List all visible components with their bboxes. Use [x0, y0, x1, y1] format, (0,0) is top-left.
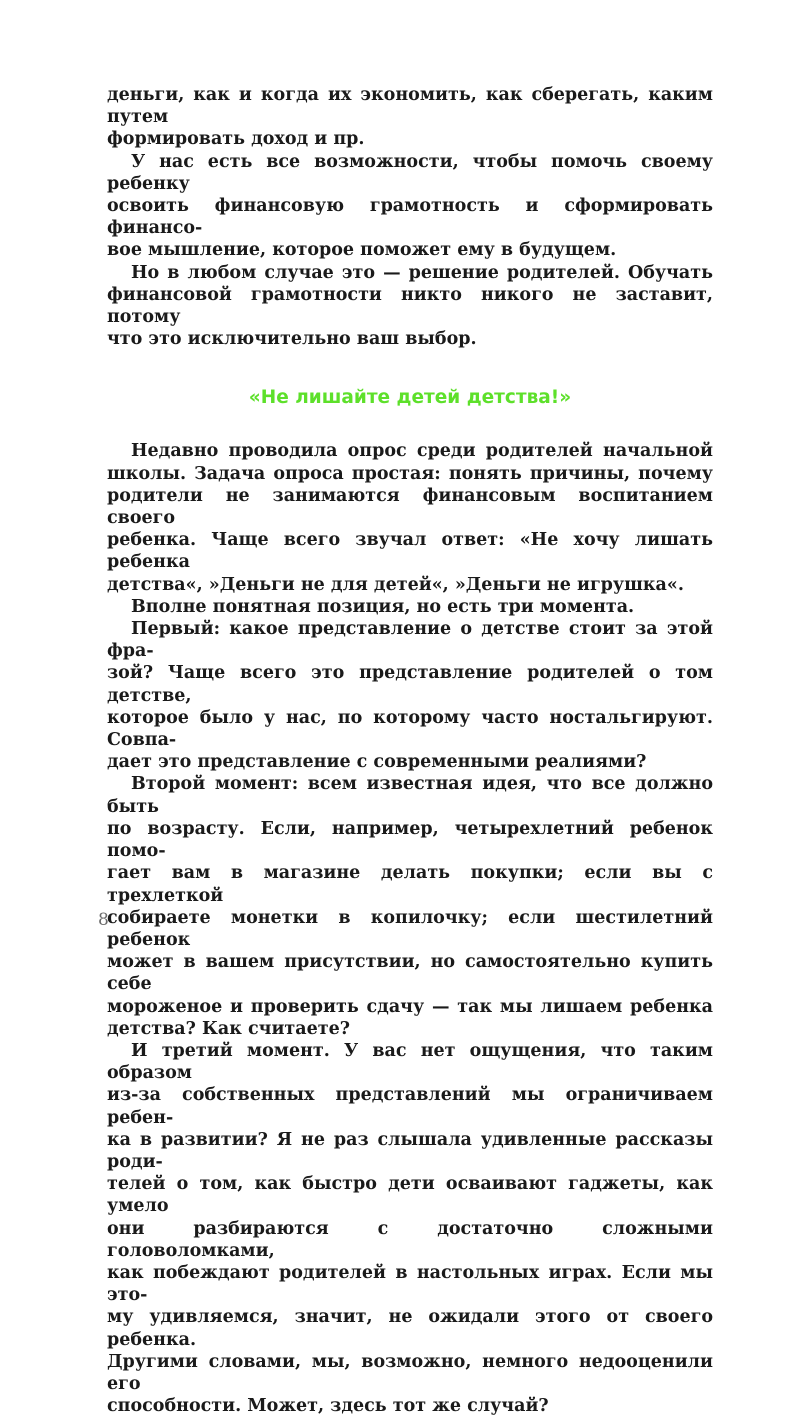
- text-line: детства«, »Деньги не для детей«, »Деньги не игрушка«.: [107, 574, 684, 595]
- section-paragraph-2: [107, 596, 713, 618]
- text-line: И третий момент. У вас нет ощущения, что таким образом: [107, 1040, 713, 1084]
- section-paragraph-5: [107, 1040, 713, 1417]
- intro-paragraph-2: [107, 151, 713, 262]
- text-line: гает вам в магазине делать покупки; если вы с трехлеткой: [107, 863, 713, 906]
- text-line: дает это представление с современными реалиями?: [107, 752, 647, 773]
- text-line: освоить финансовую грамотность и сформировать финансо-: [107, 196, 713, 239]
- intro-paragraph-3: [107, 262, 713, 351]
- text-line: собираете монетки в копилочку; если шестилетний ребенок: [107, 907, 713, 950]
- text-line: которое было у нас, по которому часто ностальгируют. Совпа-: [107, 707, 713, 751]
- text-line: У нас есть все возможности, чтобы помочь своему ребенку: [107, 151, 713, 194]
- text-line: му удивляемся, значит, не ожидали этого от своего ребенка.: [107, 1307, 713, 1350]
- text-line: как побеждают родителей в настольных играх. Если мы это-: [107, 1262, 713, 1306]
- text-line: Второй момент: всем известная идея, что все должно быть: [107, 774, 713, 817]
- text-line: детства? Как считаете?: [107, 1018, 350, 1039]
- text-line: способности. Может, здесь тот же случай?: [107, 1396, 549, 1417]
- page-body: [107, 84, 713, 1417]
- text-line: Первый: какое представление о детстве стоит за этой фра-: [107, 619, 713, 662]
- text-line: Недавно проводила опрос среди родителей начальной: [131, 441, 713, 462]
- text-line: из-за собственных представлений мы ограничиваем ребен-: [107, 1085, 713, 1128]
- text-line: ка в развитии? Я не раз слышала удивленные рассказы роди-: [107, 1129, 713, 1172]
- text-line: Но в любом случае это — решение родителей. Обучать: [131, 262, 713, 283]
- text-line: зой? Чаще всего это представление родителей о том детстве,: [107, 663, 713, 706]
- text-line: они разбираются с достаточно сложными головоломками,: [107, 1218, 713, 1261]
- text-line: может в вашем присутствии, но самостоятельно купить себе: [107, 952, 713, 995]
- text-line: школы. Задача опроса простая: понять причины, почему: [107, 463, 713, 484]
- text-line: мороженое и проверить сдачу — так мы лишаем ребенка: [107, 996, 713, 1017]
- text-line: формировать доход и пр.: [107, 129, 365, 150]
- text-line: по возрасту. Если, например, четырехлетний ребенок помо-: [107, 818, 713, 862]
- text-line: Вполне понятная позиция, но есть три момента.: [131, 596, 635, 617]
- section-paragraph-1: [107, 440, 713, 595]
- intro-paragraph-1: [107, 84, 713, 151]
- text-line: Другими словами, мы, возможно, немного недооценили его: [107, 1351, 713, 1394]
- text-line: вое мышление, которое поможет ему в будущем.: [107, 240, 617, 261]
- section-heading: «Не лишайте детей детства!»: [248, 387, 572, 409]
- text-line: финансовой грамотности никто никого не заставит, потому: [107, 284, 713, 328]
- section-paragraph-3: [107, 618, 713, 773]
- text-line: телей о том, как быстро дети осваивают гаджеты, как умело: [107, 1174, 713, 1217]
- text-line: родители не занимаются финансовым воспитанием своего: [107, 485, 713, 529]
- text-line: деньги, как и когда их экономить, как сберегать, каким путем: [107, 85, 713, 128]
- page-number: 8: [98, 910, 109, 930]
- text-line: что это исключительно ваш выбор.: [107, 329, 477, 350]
- text-line: ребенка. Чаще всего звучал ответ: «Не хочу лишать ребенка: [107, 530, 713, 573]
